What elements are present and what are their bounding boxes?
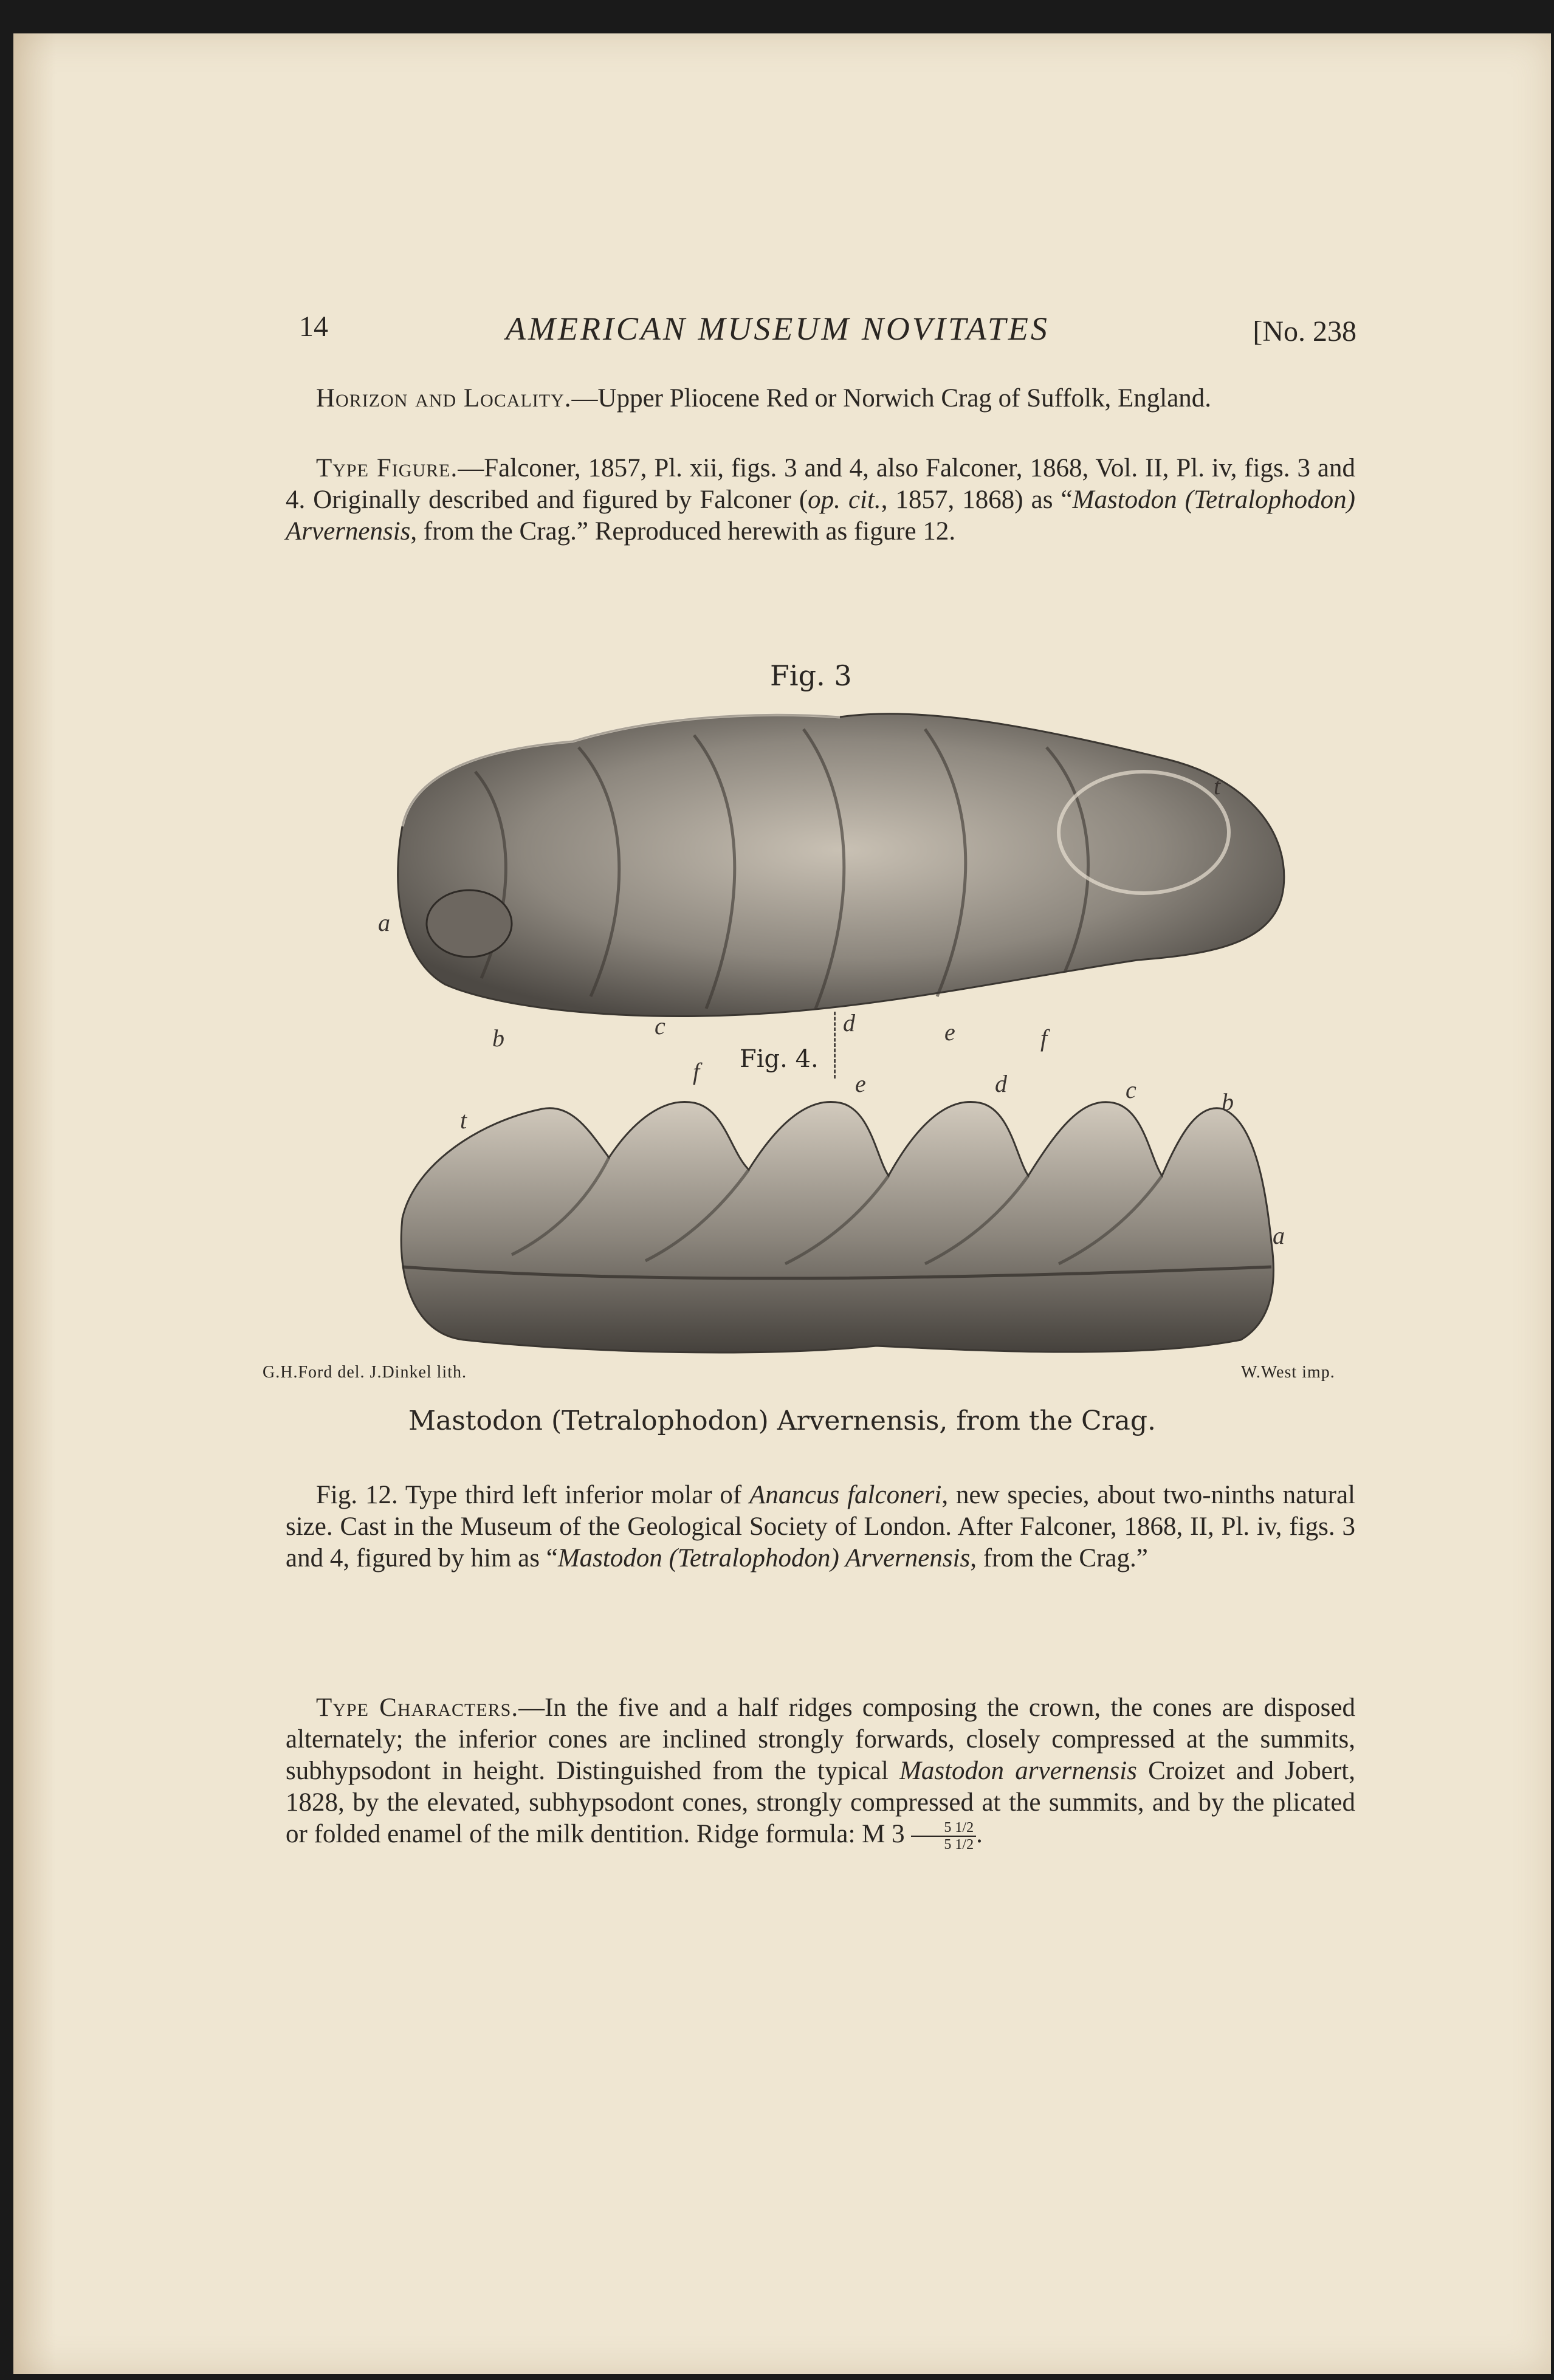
type-figure-heading: Type Figure. [316, 454, 458, 482]
issue-number: [No. 238 [1253, 315, 1356, 348]
ridge-formula-end: . [976, 1820, 983, 1848]
plate-caption: Mastodon (Tetralophodon) Arvernensis, from the Crag. [408, 1405, 1157, 1436]
type-characters-text: —In the five and a half ridges composing the crown, the cones are disposed alternately; the inferior cones are inclined strongly forwards, closely compressed at the summits, subhypsodont in height. Distinguished from the typical [286, 1693, 1355, 1785]
fig4-molar-illustration [390, 1085, 1284, 1364]
ridge-formula [911, 1820, 976, 1853]
horizon-text: —Upper Pliocene Red or Norwich Crag of Suffolk, England. [571, 384, 1212, 413]
figure-caption-species: Anancus falconeri [749, 1481, 942, 1509]
fig4-letter-f: f [693, 1058, 700, 1085]
ridge-formula-denominator: 5 1/2 [944, 1837, 974, 1853]
fig3-label: Fig. 3 [770, 659, 852, 692]
type-characters-text-2: Croizet and Jobert, 1828, by the elevated, subhypsodont cones, strongly compressed at the summits, and by the plicated or folded enamel of the milk dentition. Ridge formula: M 3 [286, 1757, 1355, 1848]
figure-caption-paragraph [286, 1480, 1355, 1574]
type-characters-species: Mastodon arvernensis [899, 1757, 1137, 1785]
type-figure-text: —Falconer, 1857, Pl. xii, figs. 3 and 4, also Falconer, 1868, Vol. II, Pl. iv, figs. 3 and 4. Originally described and figured by Falconer ( [286, 454, 1355, 514]
fig3-letter-b: b [492, 1024, 504, 1052]
fig4-label: Fig. 4. [740, 1045, 819, 1073]
printer-credit: W.West imp. [1241, 1363, 1335, 1382]
fig3-letter-e: e [944, 1018, 955, 1046]
type-characters-paragraph [286, 1692, 1355, 1853]
fig4-letter-e: e [855, 1070, 866, 1097]
section-divider [834, 1012, 836, 1079]
ridge-formula-numerator: 5 1/2 [911, 1820, 976, 1837]
figure-caption-text-2: , from the Crag.” [970, 1544, 1148, 1572]
fig3-letter-d: d [843, 1009, 855, 1037]
figure-caption-species-2: Mastodon (Tetralophodon) Arvernensis [557, 1544, 971, 1572]
fig4-letter-d: d [995, 1070, 1007, 1097]
type-figure-text-3: , from the Crag.” Reproduced herewith as figure 12. [410, 517, 956, 546]
fig3-letter-f: f [1040, 1024, 1048, 1052]
type-figure-species: Mastodon (Tetralophodon) Arvernensis [286, 485, 1355, 546]
journal-title: AMERICAN MUSEUM NOVITATES [506, 310, 1050, 347]
running-header [299, 310, 1356, 358]
fig4-letter-t: t [460, 1106, 467, 1134]
type-figure-text-2: , 1857, 1868) as “ [881, 485, 1073, 514]
figure-caption-lead: Fig. 12. Type third left inferior molar of [316, 1481, 750, 1509]
fig4-letter-a: a [1273, 1222, 1285, 1249]
type-characters-heading: Type Characters. [316, 1693, 519, 1722]
fig4-letter-b: b [1222, 1088, 1234, 1116]
page-sheet [13, 33, 1551, 2374]
figure-caption-text: , new species, about two-ninths natural size. Cast in the Museum of the Geological Society of London. After Falconer, 1868, II, Pl. iv, figs. 3 and 4, figured by him as “ [286, 1481, 1355, 1572]
fig3-letter-a: a [378, 909, 390, 936]
fig3-letter-t: t [1214, 772, 1221, 800]
fig3-molar-illustration [378, 693, 1296, 1033]
fig4-letter-c: c [1126, 1076, 1136, 1103]
page-number: 14 [299, 310, 328, 343]
fig3-letter-c: c [655, 1012, 665, 1040]
type-figure-paragraph [286, 453, 1355, 547]
horizon-heading: Horizon and Locality. [316, 384, 572, 413]
artist-credit: G.H.Ford del. J.Dinkel lith. [263, 1363, 467, 1382]
type-figure-citation: op. cit. [808, 485, 881, 514]
horizon-paragraph [286, 383, 1355, 414]
